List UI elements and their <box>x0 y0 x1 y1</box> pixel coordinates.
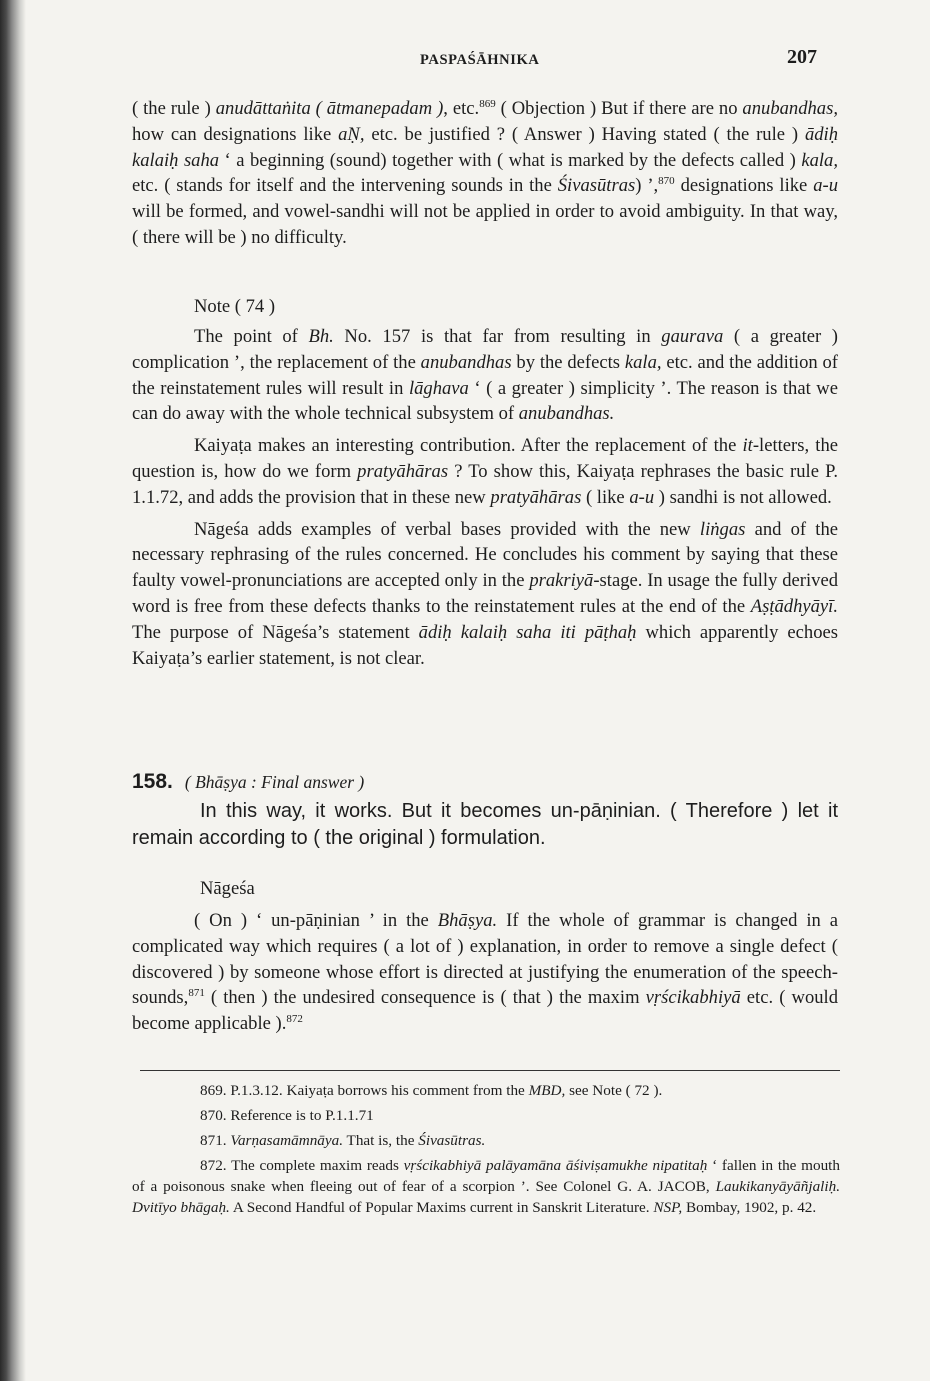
italic-term: liṅgas <box>699 518 746 540</box>
note-heading: Note ( 74 ) <box>194 296 276 317</box>
italic-term: vṛścikabhiyā palāyamāna āśiviṣamukhe nipatitaḥ <box>403 1157 708 1174</box>
section-number: 158. <box>132 770 173 793</box>
footnote-ref: 871 <box>188 987 205 1000</box>
text-run: , etc. <box>443 98 480 119</box>
text-run: ‘ fallen in the mouth of a poisonous snake when fleeing out of fear of a scorpion ’. See Colonel G. A. JACOB, <box>132 1157 840 1195</box>
text-run: designations like <box>674 175 814 197</box>
footnote-871 <box>132 1130 840 1151</box>
text-run: No. 157 is that far from resulting in <box>333 326 662 347</box>
italic-term: ādiḥ kalaiḥ saha iti pāṭhaḥ <box>418 621 637 643</box>
bhasya-translation: In this way, it works. But it becomes un-pāṇinian. ( Therefore ) let it remain according to ( the original ) formulation. <box>132 800 838 849</box>
italic-term: Dvitīyo bhāgaḥ. <box>132 1199 230 1216</box>
text-run: The point of <box>194 326 309 347</box>
page-number: 207 <box>787 46 817 68</box>
text-run: Bombay, 1902, p. 42. <box>682 1199 817 1216</box>
note-74-block <box>132 296 838 671</box>
page-header <box>0 46 930 76</box>
italic-term: MBD, <box>528 1082 566 1099</box>
text-run: which apparently echoes Kaiyaṭa’s earlier statement, is not clear. <box>132 621 838 669</box>
text-run: -letters, the question is, how do we form <box>132 435 838 482</box>
nagesa-heading: Nāgeśa <box>200 878 255 899</box>
footnote-869 <box>132 1080 840 1101</box>
text-run: -stage. In usage the fully derived word is free from these defects thanks to the reinstatement rules at the end of the <box>132 570 838 617</box>
page-binding-shadow <box>0 0 26 1381</box>
text-run: The purpose of Nāgeśa’s statement <box>132 621 419 643</box>
text-run: will be formed, and vowel-sandhi will not be applied in order to avoid ambiguity. In that way, ( there will be ) no difficulty. <box>132 201 838 248</box>
text-run: see Note ( 72 ). <box>565 1082 663 1099</box>
text-run: 869. P.1.3.12. Kaiyaṭa borrows his comment from the <box>200 1082 529 1099</box>
italic-term: anubandhas. <box>518 403 615 425</box>
italic-term: NSP, <box>653 1199 683 1216</box>
text-run: ( a greater ) complication ’, the replacement of the <box>132 326 838 373</box>
footnote-ref: 870 <box>658 175 675 188</box>
italic-term: anudāttaṅita ( ātmanepadam ) <box>215 98 444 119</box>
text-run: ‘ ( a greater ) simplicity ’. The reason is that we can do away with the whole technical subsystem of <box>132 377 838 425</box>
text-run: ? To show this, Kaiyaṭa rephrases the basic rule P. 1.1.72, and adds the provision that in these new <box>132 460 838 508</box>
text-run: ( the rule ) <box>132 98 216 119</box>
italic-term: vṛścikabhiyā <box>645 987 741 1009</box>
italic-term: a-u <box>813 175 838 197</box>
note-paragraph <box>132 433 838 510</box>
italic-term: Bhāṣya. <box>437 910 498 931</box>
text-run: ( like <box>581 486 630 508</box>
nagesa-block <box>132 878 838 1037</box>
text-run: 870. Reference is to P.1.1.71 <box>200 1107 374 1124</box>
text-run: ‘ a beginning (sound) together with ( what is marked by the defects called ) <box>219 149 802 171</box>
nagesa-paragraph <box>132 908 838 1037</box>
italic-term: it <box>742 435 753 457</box>
text-run: how can designations like <box>132 123 339 145</box>
italic-term: lāghava <box>408 377 469 399</box>
footnote-ref: 869 <box>479 97 496 110</box>
italic-term: prakriyā <box>529 570 594 592</box>
text-run: 872. The complete maxim reads <box>200 1157 404 1174</box>
text-run: by the defects <box>511 351 625 373</box>
text-run: ) sandhi is not allowed. <box>654 486 832 508</box>
text-run: A Second Handful of Popular Maxims current in Sanskrit Literature. <box>229 1199 654 1216</box>
italic-term: aṆ, <box>338 123 365 145</box>
text-run: Kaiyaṭa makes an interesting contribution. After the replacement of the <box>194 435 743 457</box>
footnote-872 <box>132 1155 840 1218</box>
text-run: and of the necessary rephrasing of the rules concerned. He concludes his comment by saying that these faulty vowel-pronunciations are accepted only in the <box>132 518 838 592</box>
footnotes <box>132 1080 840 1222</box>
note-paragraph <box>132 517 838 672</box>
paragraph-translation-157-end <box>132 96 838 251</box>
text-run: That is, the <box>343 1132 419 1149</box>
italic-term: pratyāhāras <box>357 460 449 482</box>
italic-term: Śivasūtras <box>557 175 636 197</box>
text-run: ( On ) ‘ un-pāṇinian ’ in the <box>194 910 438 931</box>
text-run: ) ’, <box>635 175 659 197</box>
italic-term: kala, <box>801 149 838 171</box>
italic-term: Laukikanyāyāñjaliḥ. <box>715 1178 840 1195</box>
section-heading <box>132 770 838 794</box>
note-paragraph <box>132 324 838 427</box>
text-run: etc. be justified ? ( Answer ) Having stated ( the rule ) <box>364 123 805 145</box>
italic-term: anubandhas <box>420 351 512 373</box>
text-run: etc. ( stands for itself and the intervening sounds in the <box>132 175 558 197</box>
footnote-870 <box>132 1105 840 1126</box>
text-run: ( Objection ) But if there are no <box>495 98 743 119</box>
italic-term: pratyāhāras <box>490 486 582 508</box>
main-text-block <box>132 96 838 251</box>
italic-term: kala, <box>624 351 662 373</box>
text-run: 871. <box>200 1132 231 1149</box>
text-run: etc. and the addition of the reinstatement rules will result in <box>132 351 838 399</box>
italic-term: Aṣṭādhyāyī. <box>750 595 838 617</box>
text-run: Nāgeśa adds examples of verbal bases provided with the new <box>194 518 700 540</box>
italic-term: Śivasūtras. <box>418 1132 486 1149</box>
footnote-rule <box>140 1070 840 1071</box>
italic-term: a-u <box>629 486 655 508</box>
text-run: If the whole of grammar is changed in a complicated way which requires ( a lot of ) explanation, in order to remove a single defect ( discovered ) by someone whose effort is directed at justifying the enumeration of the speech-sounds, <box>132 910 838 1009</box>
section-label: ( Bhāṣya : Final answer ) <box>184 772 365 792</box>
italic-term: Varṇasamāmnāya. <box>230 1132 344 1149</box>
italic-term: anubandhas, <box>742 98 838 119</box>
italic-term: Bh. <box>308 326 334 347</box>
italic-term: gaurava <box>661 326 724 347</box>
section-158 <box>132 770 838 852</box>
text-run: etc. ( would become applicable ). <box>132 987 838 1035</box>
text-run: ( then ) the undesired consequence is ( that ) the maxim <box>204 987 646 1009</box>
italic-term: ādiḥ kalaiḥ saha <box>132 123 838 171</box>
running-head: PASPAŚĀHNIKA <box>420 52 540 68</box>
footnote-ref: 872 <box>286 1013 303 1025</box>
